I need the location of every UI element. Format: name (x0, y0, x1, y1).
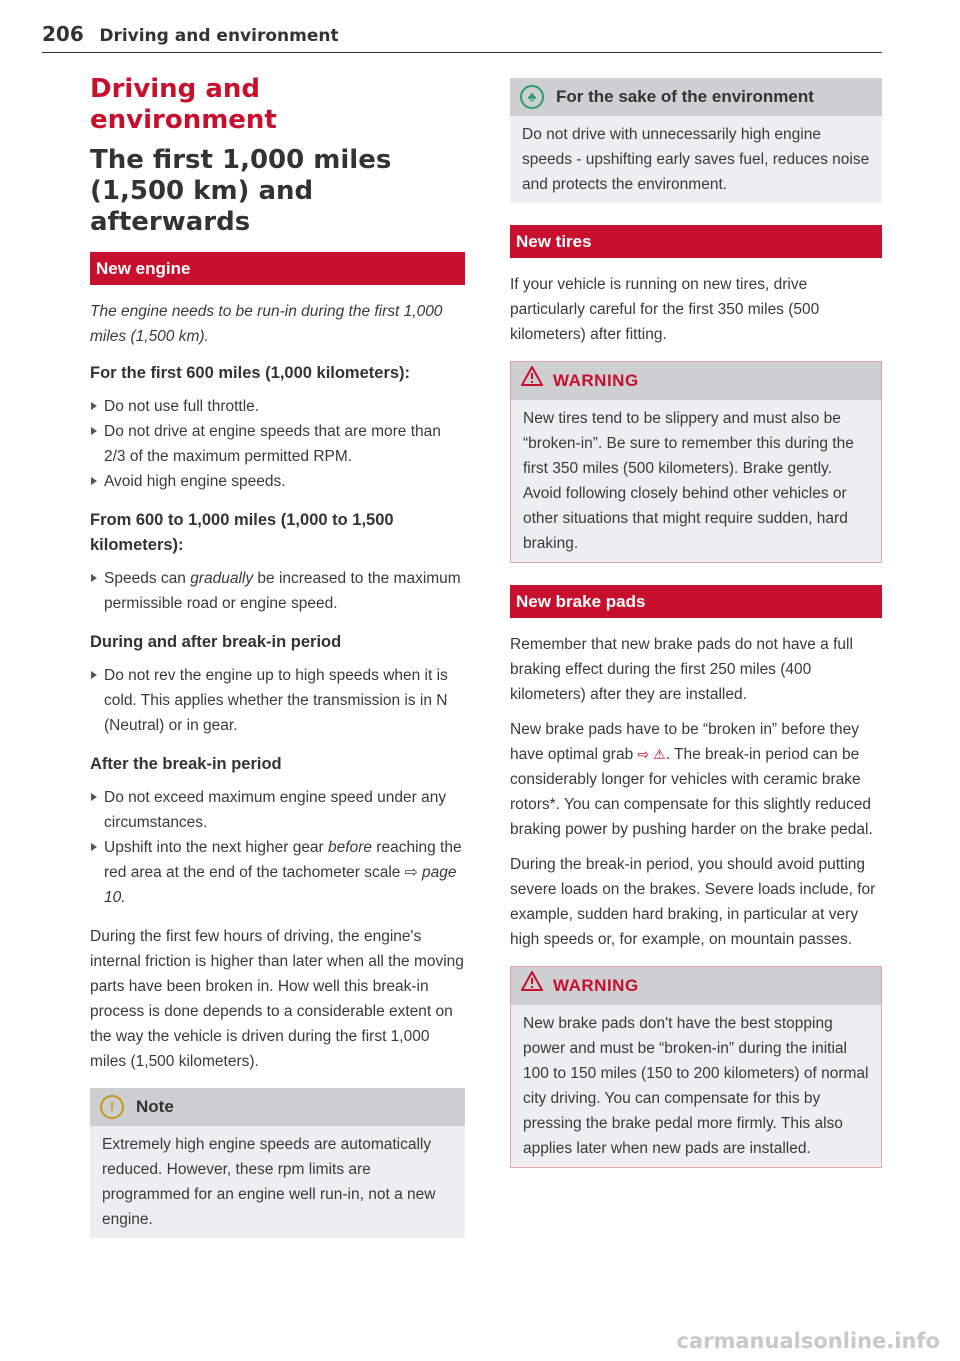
bullet-arrow-icon (91, 793, 97, 801)
bullet-arrow-icon (91, 671, 97, 679)
brakes-paragraph-1: Remember that new brake pads do not have a full braking effect during the first 250 miles (400 kilometers) after they are installed. (510, 636, 853, 703)
environment-title: For the sake of the environment (556, 87, 814, 106)
list-item: Upshift into the next higher gear before reaching the red area at the end of the tachometer scale ⇨ page 10. (90, 835, 465, 910)
note-info-icon: ! (100, 1095, 124, 1119)
warning-triangle-icon (521, 967, 543, 1005)
bullet-arrow-icon (91, 477, 97, 485)
600-to-1000-heading: From 600 to 1,000 miles (1,000 to 1,500 kilometers): (90, 511, 394, 554)
new-engine-heading: New engine (90, 252, 465, 285)
page-header (42, 22, 882, 53)
first-600-heading: For the first 600 miles (1,000 kilometers): (90, 364, 411, 382)
first-600-list (90, 394, 465, 494)
intro-text: The engine needs to be run-in during the first 1,000 miles (1,500 km). (90, 303, 443, 345)
note-box (90, 1088, 465, 1238)
breakin-paragraph: During the first few hours of driving, the engine's internal friction is higher than later when all the moving parts have been broken in. How well this break-in process is done depends to a considerable extent on the way the vehicle is driven during the first 1,000 miles (1,500 kilometers). (90, 928, 464, 1070)
bullet-arrow-icon (91, 402, 97, 410)
bullet-arrow-icon (91, 574, 97, 582)
note-text: Extremely high engine speeds are automatically reduced. However, these rpm limits are programmed for an engine well run-in, not a new engine. (102, 1136, 436, 1228)
right-column (510, 78, 882, 1190)
page-reference-link[interactable]: ⇨ page 10. (104, 864, 457, 906)
brakes-warning-box (510, 966, 882, 1168)
tires-warning-box (510, 361, 882, 563)
note-title: Note (136, 1097, 174, 1116)
warning-title: WARNING (553, 976, 639, 995)
left-column (90, 74, 465, 1260)
new-brake-pads-heading: New brake pads (510, 585, 882, 618)
chapter-title: Driving and environment (90, 74, 277, 135)
tires-paragraph: If your vehicle is running on new tires, drive particularly careful for the first 350 miles (500 kilometers) after fitting. (510, 276, 820, 343)
list-item: Do not drive at engine speeds that are more than 2/3 of the maximum permitted RPM. (90, 419, 465, 469)
warning-title: WARNING (553, 371, 639, 390)
list-item: Do not rev the engine up to high speeds when it is cold. This applies whether the transmission is in N (Neutral) or in gear. (90, 663, 465, 738)
bullet-arrow-icon (91, 843, 97, 851)
brakes-paragraph-3: During the break-in period, you should avoid putting severe loads on the brakes. Severe loads include, for example, sudden hard braking, in particular at very high speeds or, for example, on mountain passes. (510, 856, 876, 948)
600-to-1000-list (90, 566, 465, 616)
environment-box (510, 78, 882, 203)
warning-triangle-icon (521, 362, 543, 400)
during-after-list (90, 663, 465, 738)
list-item: Speeds can gradually be increased to the maximum permissible road or engine speed. (90, 566, 465, 616)
watermark: carmanualsonline.info (676, 1329, 940, 1353)
environment-leaf-icon: ♣ (520, 85, 544, 109)
list-item: Do not exceed maximum engine speed under any circumstances. (90, 785, 465, 835)
main-title: The first 1,000 miles (1,500 km) and afterwards (90, 145, 392, 237)
list-item: Avoid high engine speeds. (90, 469, 465, 494)
list-item: Do not use full throttle. (90, 394, 465, 419)
warning-reference-link[interactable]: ⇨ ⚠ (637, 746, 666, 762)
bullet-arrow-icon (91, 427, 97, 435)
after-breakin-list (90, 785, 465, 910)
page-number: 206 (42, 22, 84, 46)
warning-text: New tires tend to be slippery and must also be “broken-in”. Be sure to remember this during the first 350 miles (500 kilometers). Brake gently. Avoid following closely behind other vehicles or other situations that might require sudden, hard braking. (523, 410, 854, 552)
new-tires-heading: New tires (510, 225, 882, 258)
during-after-heading: During and after break-in period (90, 633, 342, 651)
brakes-paragraph-2: New brake pads have to be “broken in” before they have optimal grab ⇨ ⚠. The break-in period can be considerably longer for vehicles with ceramic brake rotors*. You can compensate for this slightly reduced braking power by pushing harder on the brake pedal. (510, 721, 873, 838)
environment-text: Do not drive with unnecessarily high engine speeds - upshifting early saves fuel, reduces noise and protects the environment. (522, 126, 870, 193)
warning-text: New brake pads don't have the best stopping power and must be “broken-in” during the initial 100 to 150 miles (150 to 200 kilometers) of normal city driving. You can compensate for this by pressing the brake pedal more firmly. This also applies later when new pads are installed. (523, 1015, 869, 1157)
after-breakin-heading: After the break-in period (90, 755, 282, 773)
section-title: Driving and environment (99, 26, 339, 46)
